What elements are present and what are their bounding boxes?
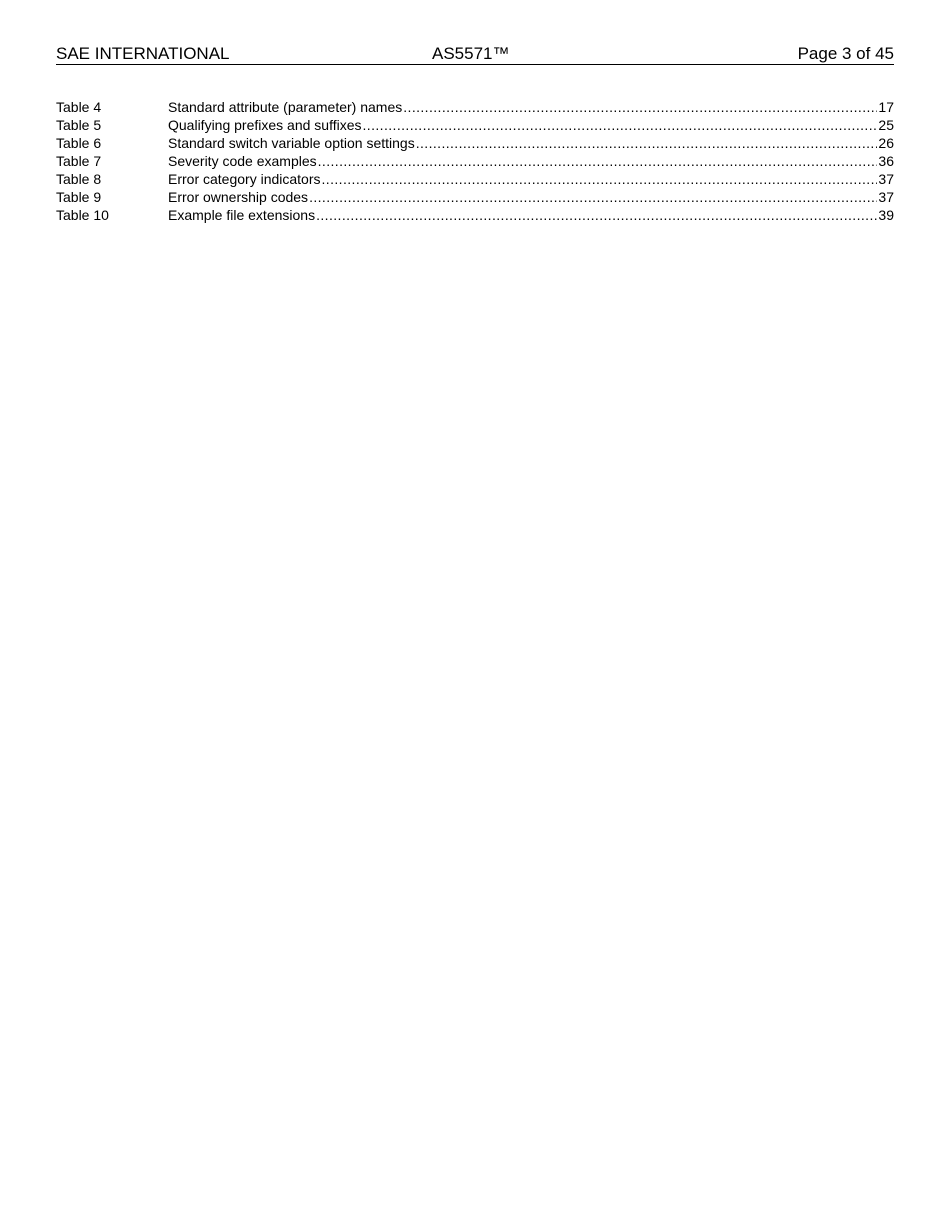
toc-entry-title: Severity code examples [168, 153, 317, 169]
toc-entry-title: Standard attribute (parameter) names [168, 99, 403, 115]
toc-entry-table-7[interactable] [56, 152, 894, 170]
toc-entry-label: Table 10 [56, 207, 109, 223]
toc-entry-label: Table 4 [56, 99, 102, 115]
document-page [56, 44, 894, 224]
dot-leader [403, 98, 877, 116]
toc-entry-table-9[interactable] [56, 188, 894, 206]
toc-entry-label: Table 8 [56, 171, 102, 187]
page-number: Page 3 of 45 [797, 44, 894, 63]
toc-entry-page: 36 [878, 153, 894, 169]
page-header [56, 44, 894, 65]
toc-entry-page: 25 [878, 117, 894, 133]
toc-entry-title-wrap [168, 134, 878, 152]
toc-entry-label: Table 9 [56, 189, 102, 205]
dot-leader [309, 188, 877, 206]
toc-entry-label: Table 7 [56, 153, 102, 169]
toc-entry-page: 26 [878, 135, 894, 151]
toc-entry-title: Example file extensions [168, 207, 316, 223]
toc-entry-title: Standard switch variable option settings [168, 135, 415, 151]
organization-name: SAE INTERNATIONAL [56, 44, 230, 63]
toc-entry-page: 37 [878, 171, 894, 187]
toc-entry-page: 17 [878, 99, 894, 115]
toc-entry-title-wrap [168, 188, 878, 206]
toc-entry-title-wrap [168, 152, 878, 170]
toc-entry-title-wrap [168, 98, 878, 116]
toc-entry-label: Table 6 [56, 135, 102, 151]
list-of-tables [56, 98, 894, 224]
document-number: AS5571™ [432, 44, 510, 63]
toc-entry-table-10[interactable] [56, 206, 894, 224]
dot-leader [363, 116, 878, 134]
toc-entry-table-8[interactable] [56, 170, 894, 188]
toc-entry-table-4[interactable] [56, 98, 894, 116]
dot-leader [416, 134, 878, 152]
toc-entry-title: Error category indicators [168, 171, 321, 187]
toc-entry-title-wrap [168, 170, 878, 188]
dot-leader [316, 206, 877, 224]
toc-entry-table-6[interactable] [56, 134, 894, 152]
toc-entry-page: 39 [878, 207, 894, 223]
toc-entry-label: Table 5 [56, 117, 102, 133]
dot-leader [322, 170, 878, 188]
dot-leader [318, 152, 878, 170]
toc-entry-title-wrap [168, 206, 878, 224]
toc-entry-table-5[interactable] [56, 116, 894, 134]
toc-entry-title: Error ownership codes [168, 189, 309, 205]
toc-entry-title: Qualifying prefixes and suffixes [168, 117, 362, 133]
toc-entry-page: 37 [878, 189, 894, 205]
toc-entry-title-wrap [168, 116, 878, 134]
